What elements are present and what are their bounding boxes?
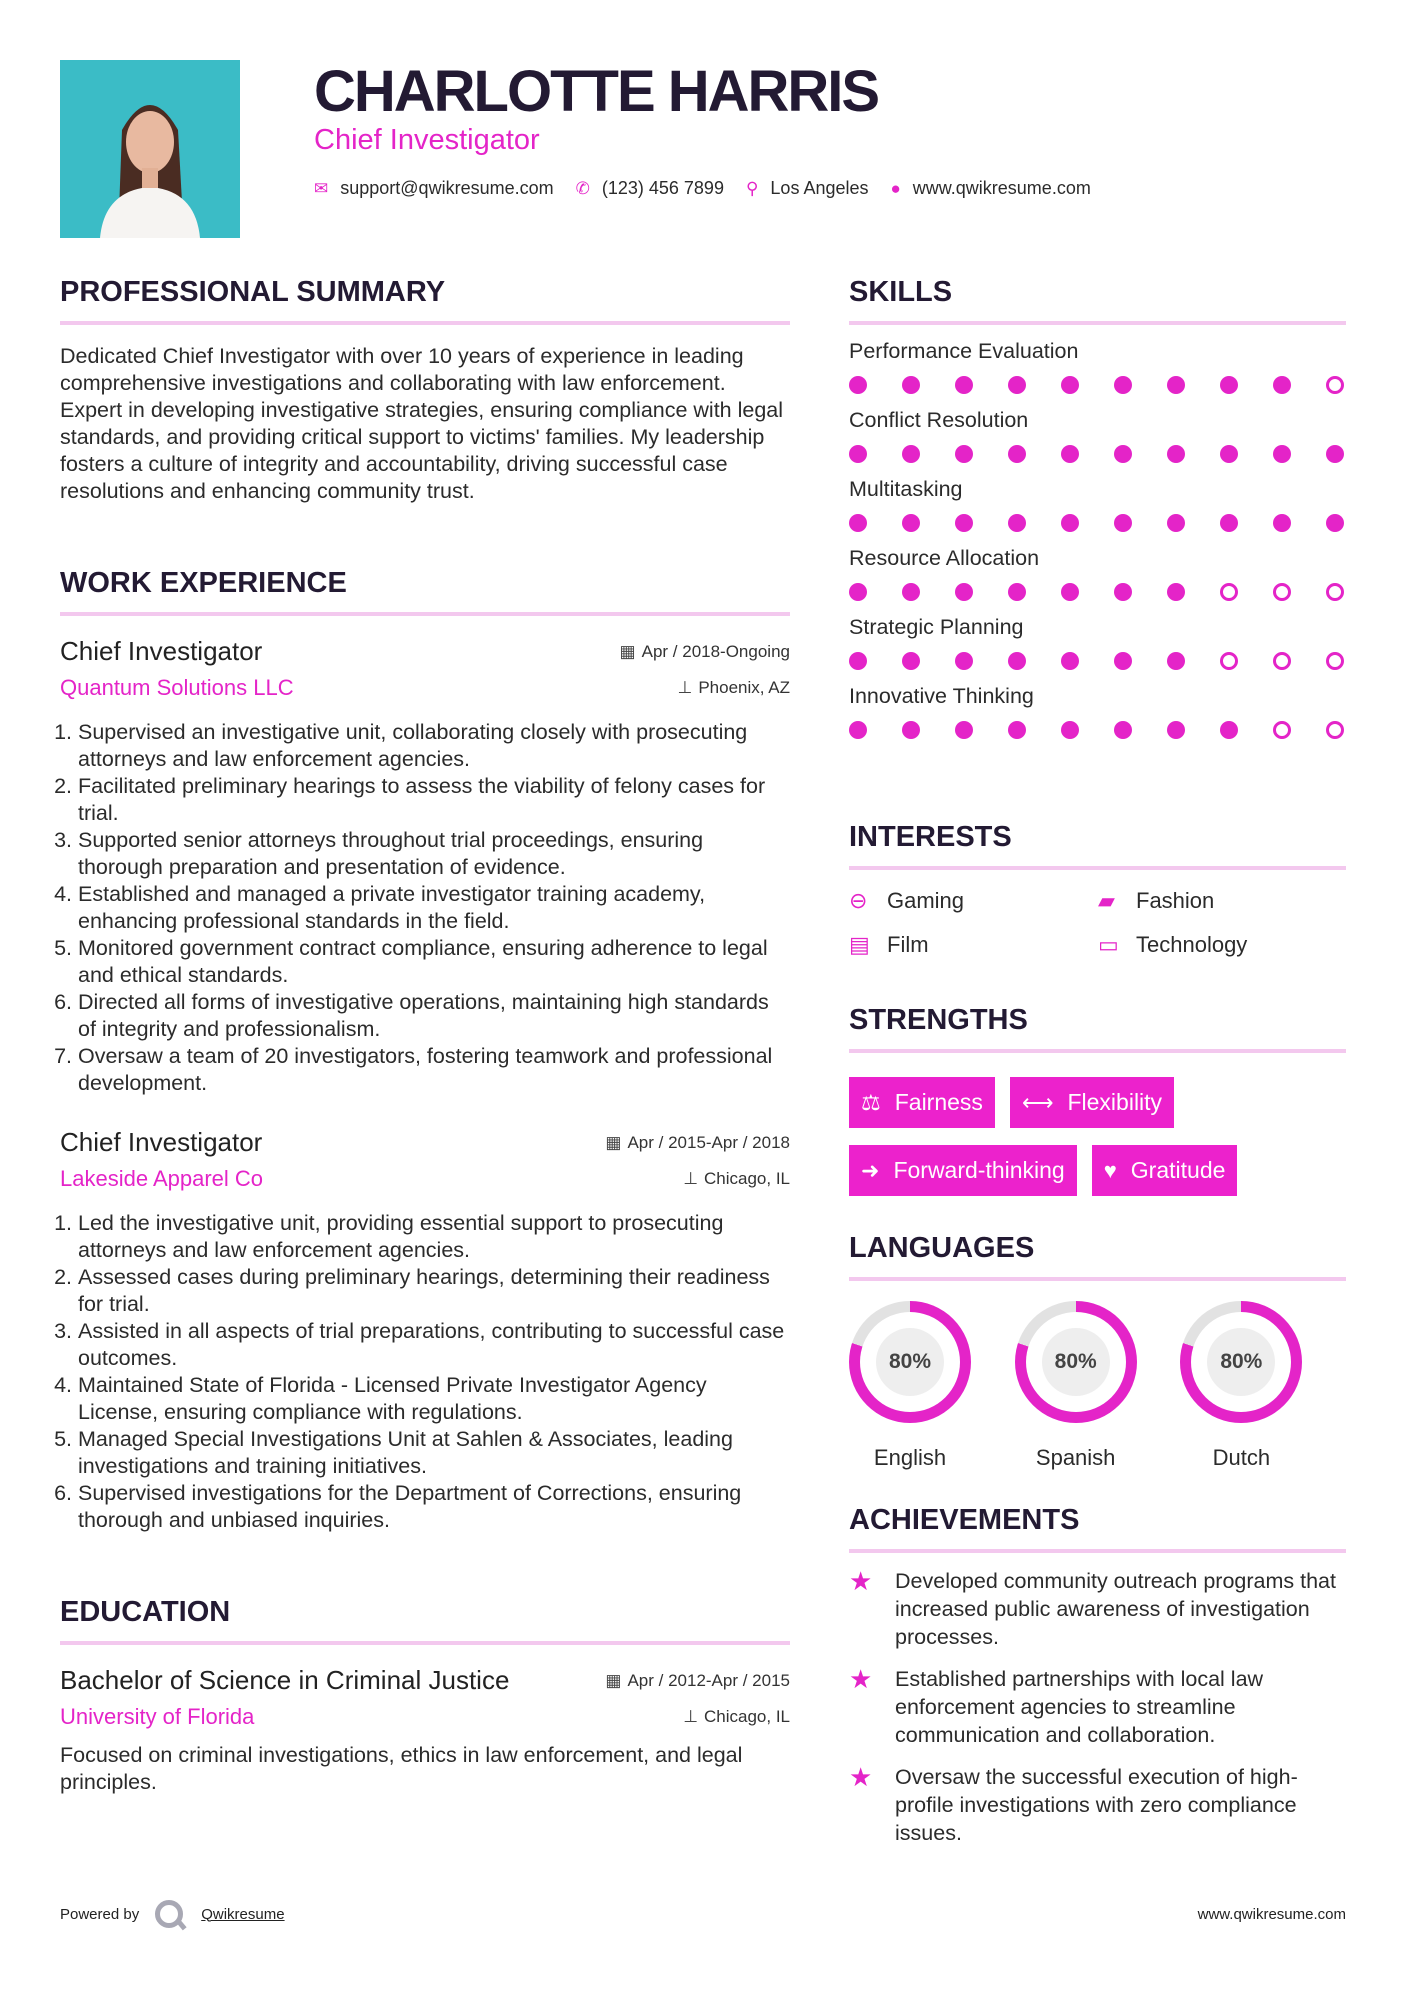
job-entry — [60, 1127, 790, 1534]
education-location: Chicago, IL — [704, 1707, 790, 1726]
star-icon: ★ — [849, 1762, 873, 1792]
job-location: Phoenix, AZ — [698, 678, 790, 697]
strength-label: Fairness — [894, 1089, 983, 1115]
language-progress-ring — [849, 1301, 971, 1423]
rating-dot-filled — [955, 445, 973, 463]
rating-dot-empty — [1273, 652, 1291, 670]
section-heading: PROFESSIONAL SUMMARY — [60, 276, 446, 308]
section-divider — [60, 612, 790, 616]
strength-label: Forward-thinking — [893, 1157, 1065, 1183]
language-item — [1180, 1301, 1346, 1471]
duty-item: 2. Facilitated preliminary hearings to assess the viability of felony cases for trial. — [78, 773, 790, 827]
rating-dot-filled — [902, 376, 920, 394]
contact-phone[interactable]: (123) 456 7899 — [601, 178, 724, 198]
rating-dot-filled — [1061, 376, 1079, 394]
qwikresume-link[interactable]: Qwikresume — [201, 1905, 285, 1923]
footer-url[interactable]: www.qwikresume.com — [1197, 1906, 1346, 1923]
interest-item — [849, 888, 1098, 914]
rating-dot-filled — [1008, 514, 1026, 532]
rating-dot-filled — [1008, 652, 1026, 670]
phone-icon: ✆ — [575, 178, 590, 198]
rating-dot-filled — [1273, 445, 1291, 463]
skill-item — [849, 546, 1346, 601]
achievement-text: Oversaw the successful execution of high-profile investigations with zero compliance issues. — [895, 1765, 1298, 1845]
language-percent: 80% — [1207, 1328, 1275, 1396]
rating-dot-filled — [1220, 721, 1238, 739]
rating-dot-filled — [849, 583, 867, 601]
duty-item: 1. Supervised an investigative unit, collaborating closely with prosecuting attorneys and law enforcement agencies. — [78, 719, 790, 773]
rating-dot-filled — [1220, 445, 1238, 463]
skill-name: Innovative Thinking — [849, 684, 1034, 708]
rating-dot-filled — [1114, 721, 1132, 739]
candidate-name: CHARLOTTE HARRIS — [314, 59, 879, 124]
section-heading: SKILLS — [849, 276, 953, 308]
skill-rating — [849, 583, 1346, 601]
duty-item: 5. Monitored government contract compliance, ensuring adherence to legal and ethical standards. — [78, 935, 790, 989]
rating-dot-empty — [1326, 652, 1344, 670]
duty-item: 1. Led the investigative unit, providing essential support to prosecuting attorneys and law enforcement agencies. — [78, 1210, 790, 1264]
qwikresume-logo-icon — [155, 1900, 183, 1928]
section-heading: ACHIEVEMENTS — [849, 1504, 1080, 1536]
rating-dot-filled — [1061, 445, 1079, 463]
skill-rating — [849, 721, 1346, 739]
summary-text: Dedicated Chief Investigator with over 10 years of experience in leading comprehensive investigations and collaborating with law enforcement. Expert in developing investigative strategies, ensuring compliance with legal standards, and providing critical support to victims' families. My leadership fosters a culture of integrity and accountability, driving successful case resolutions and enhancing community trust. — [60, 344, 784, 503]
achievement-text: Developed community outreach programs that increased public awareness of investigation processes. — [895, 1569, 1336, 1649]
profile-photo — [60, 60, 240, 238]
skill-item — [849, 477, 1346, 532]
rating-dot-filled — [1326, 445, 1344, 463]
section-divider — [849, 321, 1346, 325]
rating-dot-filled — [849, 445, 867, 463]
skill-rating — [849, 652, 1346, 670]
section-heading: STRENGTHS — [849, 1004, 1028, 1036]
languages-section — [849, 1232, 1346, 1471]
skill-name: Conflict Resolution — [849, 408, 1029, 432]
education-dates: Apr / 2012-Apr / 2015 — [627, 1670, 790, 1690]
job-location: Chicago, IL — [704, 1169, 790, 1188]
achievements-section — [849, 1504, 1346, 1847]
rating-dot-filled — [902, 445, 920, 463]
skills-section — [849, 276, 1346, 739]
star-icon: ★ — [849, 1566, 873, 1596]
envelope-icon: ✉ — [314, 178, 329, 198]
rating-dot-filled — [1061, 583, 1079, 601]
school-name: University of Florida — [60, 1704, 255, 1729]
job-dates: Apr / 2015-Apr / 2018 — [627, 1132, 790, 1152]
rating-dot-filled — [1061, 721, 1079, 739]
interest-label: Fashion — [1136, 888, 1215, 913]
skill-item — [849, 615, 1346, 670]
degree-title: Bachelor of Science in Criminal Justice — [60, 1665, 510, 1695]
interest-item — [849, 932, 1098, 958]
company-name: Quantum Solutions LLC — [60, 675, 294, 700]
rating-dot-filled — [902, 652, 920, 670]
laptop-icon: ▭ — [1098, 932, 1119, 957]
rating-dot-filled — [1273, 514, 1291, 532]
section-divider — [849, 1049, 1346, 1053]
strength-label: Gratitude — [1130, 1157, 1226, 1183]
experience-section — [60, 567, 790, 1534]
rating-dot-filled — [1114, 652, 1132, 670]
arrows-horizontal-icon: ⟷ — [1021, 1089, 1054, 1115]
rating-dot-filled — [1061, 652, 1079, 670]
map-marker-icon: ⚲ — [745, 178, 759, 198]
rating-dot-filled — [849, 376, 867, 394]
section-heading: WORK EXPERIENCE — [60, 567, 347, 599]
footer-powered-by — [60, 1900, 285, 1928]
skill-item — [849, 684, 1346, 739]
contact-info — [314, 178, 1113, 199]
language-name: English — [873, 1445, 947, 1470]
section-divider — [60, 321, 790, 325]
calendar-icon: ▦ — [619, 641, 636, 661]
skill-item — [849, 339, 1346, 394]
rating-dot-filled — [1167, 721, 1185, 739]
calendar-icon: ▦ — [605, 1670, 622, 1690]
rating-dot-empty — [1326, 721, 1344, 739]
rating-dot-filled — [1167, 445, 1185, 463]
education-section — [60, 1596, 790, 1796]
contact-email[interactable]: support@qwikresume.com — [340, 178, 554, 198]
strength-tag — [849, 1145, 1077, 1196]
rating-dot-filled — [1114, 583, 1132, 601]
strength-label: Flexibility — [1067, 1089, 1163, 1115]
pin-icon: ⊥ — [677, 678, 693, 697]
skill-item — [849, 408, 1346, 463]
duty-item: 7. Oversaw a team of 20 investigators, fostering teamwork and professional development. — [78, 1043, 790, 1097]
rating-dot-empty — [1220, 583, 1238, 601]
language-item — [1015, 1301, 1181, 1471]
pin-icon: ⊥ — [683, 1707, 698, 1726]
job-duties — [60, 1210, 790, 1534]
rating-dot-filled — [849, 721, 867, 739]
rating-dot-filled — [1008, 376, 1026, 394]
contact-location: Los Angeles — [770, 178, 869, 198]
rating-dot-filled — [955, 514, 973, 532]
shopping-bag-icon: ▰ — [1098, 888, 1115, 913]
section-divider — [849, 1549, 1346, 1553]
rating-dot-filled — [1061, 514, 1079, 532]
company-name: Lakeside Apparel Co — [60, 1166, 264, 1191]
duty-item: 6. Supervised investigations for the Department of Corrections, ensuring thorough and unbiased inquiries. — [78, 1480, 790, 1534]
achievement-text: Established partnerships with local law enforcement agencies to streamline communication and collaboration. — [895, 1667, 1264, 1747]
rating-dot-filled — [1114, 376, 1132, 394]
contact-website[interactable]: www.qwikresume.com — [912, 178, 1091, 198]
duty-item: 6. Directed all forms of investigative operations, maintaining high standards of integrity and professionalism. — [78, 989, 790, 1043]
skill-rating — [849, 445, 1346, 463]
language-percent: 80% — [876, 1328, 944, 1396]
language-item — [849, 1301, 1015, 1471]
job-title: Chief Investigator — [60, 1127, 263, 1157]
rating-dot-empty — [1273, 721, 1291, 739]
achievement-item — [849, 1665, 1346, 1749]
section-divider — [849, 1277, 1346, 1281]
pin-icon: ⊥ — [683, 1169, 698, 1188]
rating-dot-filled — [849, 652, 867, 670]
gamepad-icon: ⊖ — [849, 888, 868, 913]
skill-name: Resource Allocation — [849, 546, 1040, 570]
interest-label: Gaming — [887, 888, 965, 913]
rating-dot-filled — [1167, 514, 1185, 532]
duty-item: 4. Established and managed a private investigator training academy, enhancing professional standards in the field. — [78, 881, 790, 935]
skill-name: Performance Evaluation — [849, 339, 1079, 363]
job-duties — [60, 719, 790, 1097]
interest-label: Technology — [1136, 932, 1248, 957]
section-divider — [849, 866, 1346, 870]
language-percent: 80% — [1042, 1328, 1110, 1396]
strength-tag — [1092, 1145, 1238, 1196]
job-title: Chief Investigator — [60, 636, 263, 666]
rating-dot-filled — [1326, 514, 1344, 532]
section-divider — [60, 1641, 790, 1645]
rating-dot-filled — [955, 652, 973, 670]
job-entry — [60, 636, 790, 1097]
duty-item: 2. Assessed cases during preliminary hearings, determining their readiness for trial. — [78, 1264, 790, 1318]
interests-section — [849, 821, 1346, 958]
rating-dot-filled — [1008, 445, 1026, 463]
rating-dot-filled — [1220, 514, 1238, 532]
achievement-item — [849, 1567, 1346, 1651]
powered-by-label: Powered by — [60, 1905, 140, 1923]
achievement-item — [849, 1763, 1346, 1847]
rating-dot-filled — [1167, 652, 1185, 670]
calendar-icon: ▦ — [605, 1132, 622, 1152]
education-description: Focused on criminal investigations, ethics in law enforcement, and legal principles. — [60, 1743, 743, 1794]
rating-dot-empty — [1220, 652, 1238, 670]
rating-dot-filled — [955, 376, 973, 394]
skill-rating — [849, 514, 1346, 532]
strength-tag — [849, 1077, 995, 1128]
section-heading: LANGUAGES — [849, 1232, 1035, 1264]
language-progress-ring — [1015, 1301, 1137, 1423]
skills-list — [849, 339, 1346, 739]
rating-dot-empty — [1326, 583, 1344, 601]
film-icon: ▤ — [849, 932, 870, 957]
rating-dot-filled — [1008, 583, 1026, 601]
language-progress-ring — [1180, 1301, 1302, 1423]
rating-dot-filled — [955, 583, 973, 601]
section-heading: EDUCATION — [60, 1596, 231, 1628]
skill-rating — [849, 376, 1346, 394]
duty-item: 4. Maintained State of Florida - Licensed Private Investigator Agency License, ensuring compliance with regulations. — [78, 1372, 790, 1426]
strengths-section — [849, 1004, 1346, 1196]
skill-name: Strategic Planning — [849, 615, 1024, 639]
globe-icon: ● — [890, 178, 901, 198]
rating-dot-filled — [1220, 376, 1238, 394]
rating-dot-filled — [902, 583, 920, 601]
rating-dot-filled — [1167, 583, 1185, 601]
rating-dot-filled — [1114, 445, 1132, 463]
skill-name: Multitasking — [849, 477, 963, 501]
rating-dot-empty — [1273, 583, 1291, 601]
duty-item: 5. Managed Special Investigations Unit at Sahlen & Associates, leading investigations and training initiatives. — [78, 1426, 790, 1480]
interest-label: Film — [887, 932, 929, 957]
summary-section — [60, 276, 790, 505]
rating-dot-filled — [1273, 376, 1291, 394]
rating-dot-filled — [955, 721, 973, 739]
candidate-title: Chief Investigator — [314, 124, 540, 156]
strength-tag — [1010, 1077, 1174, 1128]
rating-dot-filled — [1167, 376, 1185, 394]
language-name: Spanish — [1035, 1445, 1116, 1470]
rating-dot-filled — [902, 721, 920, 739]
rating-dot-filled — [1008, 721, 1026, 739]
heart-icon: ♥ — [1103, 1157, 1117, 1183]
balance-scale-icon: ⚖ — [861, 1089, 881, 1115]
arrow-right-icon: ➜ — [861, 1157, 880, 1183]
interest-item — [1098, 888, 1346, 914]
section-heading: INTERESTS — [849, 821, 1012, 853]
language-name: Dutch — [1212, 1445, 1271, 1470]
rating-dot-filled — [849, 514, 867, 532]
duty-item: 3. Assisted in all aspects of trial preparations, contributing to successful case outcomes. — [78, 1318, 790, 1372]
interest-item — [1098, 932, 1346, 958]
star-icon: ★ — [849, 1664, 873, 1694]
rating-dot-filled — [902, 514, 920, 532]
rating-dot-filled — [1114, 514, 1132, 532]
duty-item: 3. Supported senior attorneys throughout trial proceedings, ensuring thorough preparation and presentation of evidence. — [78, 827, 790, 881]
rating-dot-empty — [1326, 376, 1344, 394]
job-dates: Apr / 2018-Ongoing — [641, 641, 790, 661]
